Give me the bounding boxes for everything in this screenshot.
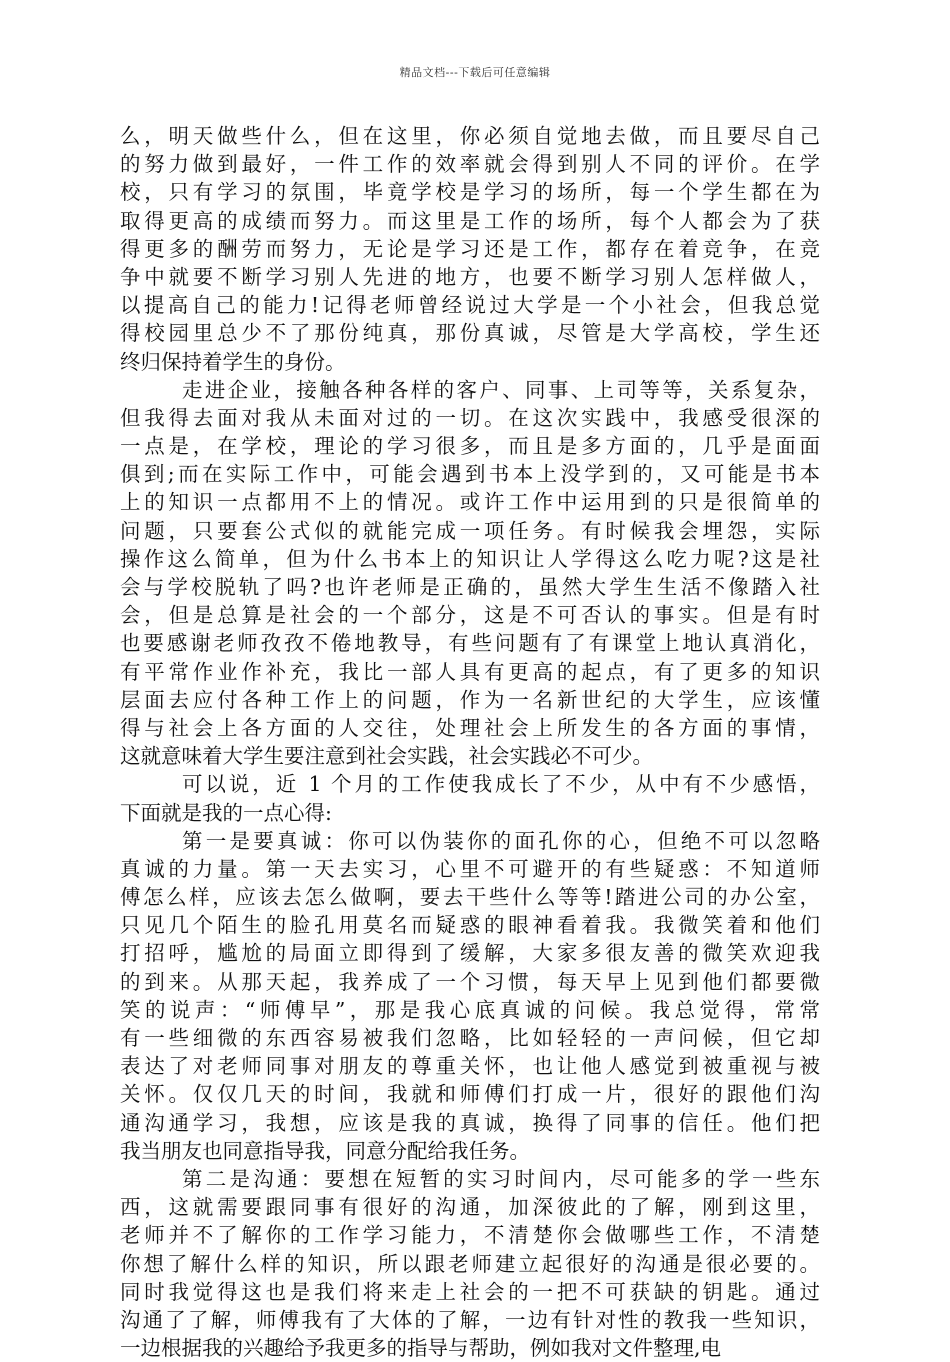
text-line: 下面就是我的一点心得:: [120, 800, 332, 825]
paragraph: [120, 770, 820, 826]
text-line: 笑的说声：“师傅早”，那是我心底真诚的问候。我总觉得，常常: [120, 997, 820, 1022]
text-line: 俱到;而在实际工作中，可能会遇到书本上没学到的，又可能是书本: [120, 462, 820, 487]
paragraph: [120, 122, 820, 376]
text-line: 你想了解什么样的知识，所以跟老师建立起很好的沟通是很必要的。: [120, 1251, 820, 1276]
text-line: 但我得去面对我从未面对过的一切。在这次实践中，我感受很深的: [120, 405, 820, 430]
text-line: 我当朋友也同意指导我，同意分配给我任务。: [120, 1138, 530, 1163]
text-line: 这就意味着大学生要注意到社会实践，社会实践必不可少。: [120, 744, 653, 769]
paragraph: [120, 827, 820, 1165]
text-line: 校，只有学习的氛围，毕竟学校是学习的场所，每一个学生都在为: [120, 180, 820, 205]
text-line: 得校园里总少不了那份纯真，那份真诚，尽管是大学高校，学生还: [120, 321, 820, 346]
document-body: [120, 122, 820, 1362]
text-line: 得与社会上各方面的人交往，处理社会上所发生的各方面的事情，: [120, 715, 820, 740]
text-line: 会与学校脱轨了吗?也许老师是正确的，虽然大学生生活不像踏入社: [120, 575, 820, 599]
text-line: 的努力做到最好，一件工作的效率就会得到别人不同的评价。在学: [120, 152, 820, 177]
text-line: 表达了对老师同事对朋友的尊重关怀，也让他人感觉到被重视与被: [120, 1054, 820, 1079]
text-line: 只见几个陌生的脸孔用莫名而疑惑的眼神看着我。我微笑着和他们: [120, 913, 820, 938]
text-line: 关怀。仅仅几天的时间，我就和师傅们打成一片，很好的跟他们沟: [120, 1082, 820, 1107]
text-line: 一边根据我的兴趣给予我更多的指导与帮助，例如我对文件整理,电: [120, 1336, 722, 1361]
text-line: 第二是沟通：要想在短暂的实习时间内，尽可能多的学一些东: [182, 1166, 820, 1191]
text-line: 上的知识一点都用不上的情况。或许工作中运用到的只是很简单的: [120, 490, 820, 515]
text-line: 争中就要不断学习别人先进的地方，也要不断学习别人怎样做人，: [120, 264, 820, 289]
page-header: 精品文档---下载后可任意编辑: [399, 66, 551, 79]
paragraph: [120, 1165, 820, 1362]
text-line: 也要感谢老师孜孜不倦地教导，有些问题有了有课堂上地认真消化，: [120, 631, 820, 656]
text-line: 有一些细微的东西容易被我们忽略，比如轻轻的一声问候，但它却: [120, 1026, 820, 1050]
text-line: 沟通了了解，师傅我有了大体的了解，一边有针对性的教我一些知识，: [120, 1307, 820, 1332]
text-line: 一点是，在学校，理论的学习很多，而且是多方面的，几乎是面面: [120, 434, 820, 459]
text-line: 取得更高的成绩而努力。而这里是工作的场所，每个人都会为了获: [120, 208, 820, 233]
paragraph: [120, 376, 820, 771]
text-line: 得更多的酬劳而努力，无论是学习还是工作，都存在着竞争，在竞: [120, 236, 820, 261]
text-line: 以提高自己的能力!记得老师曾经说过大学是一个小社会，但我总觉: [120, 293, 820, 318]
text-line: 操作这么简单，但为什么书本上的知识让人学得这么吃力呢?这是社: [120, 546, 820, 571]
text-line: 会，但是总算是社会的一个部分，这是不可否认的事实。但是有时: [120, 603, 820, 628]
text-line: 的到来。从那天起，我养成了一个习惯，每天早上见到他们都要微: [120, 969, 820, 994]
text-line: 终归保持着学生的身份。: [120, 349, 346, 374]
text-line: 有平常作业作补充，我比一部人具有更高的起点，有了更多的知识: [120, 659, 820, 684]
text-line: 通沟通学习，我想，应该是我的真诚，换得了同事的信任。他们把: [120, 1110, 820, 1135]
text-line: 老师并不了解你的工作学习能力，不清楚你会做哪些工作，不清楚: [120, 1223, 820, 1248]
text-line: 第一是要真诚：你可以伪装你的面孔你的心，但绝不可以忽略: [182, 828, 820, 853]
text-line: 可以说，近 1 个月的工作使我成长了不少，从中有不少感悟，: [182, 772, 820, 797]
text-line: 同时我觉得这也是我们将来走上社会的一把不可获缺的钥匙。通过: [120, 1279, 820, 1304]
text-line: 问题，只要套公式似的就能完成一项任务。有时候我会埋怨，实际: [120, 518, 820, 543]
text-line: 真诚的力量。第一天去实习，心里不可避开的有些疑惑：不知道师: [120, 856, 820, 881]
text-line: 傅怎么样，应该去怎么做啊，要去干些什么等等!踏进公司的办公室，: [120, 885, 820, 910]
text-line: 层面去应付各种工作上的问题，作为一名新世纪的大学生，应该懂: [120, 687, 820, 712]
text-line: 打招呼，尴尬的局面立即得到了缓解，大家多很友善的微笑欢迎我: [120, 941, 820, 966]
text-line: 走进企业，接触各种各样的客户、同事、上司等等，关系复杂，: [182, 377, 820, 402]
text-line: 西，这就需要跟同事有很好的沟通，加深彼此的了解，刚到这里，: [120, 1195, 820, 1220]
text-line: 么，明天做些什么，但在这里，你必须自觉地去做，而且要尽自己: [120, 124, 820, 148]
